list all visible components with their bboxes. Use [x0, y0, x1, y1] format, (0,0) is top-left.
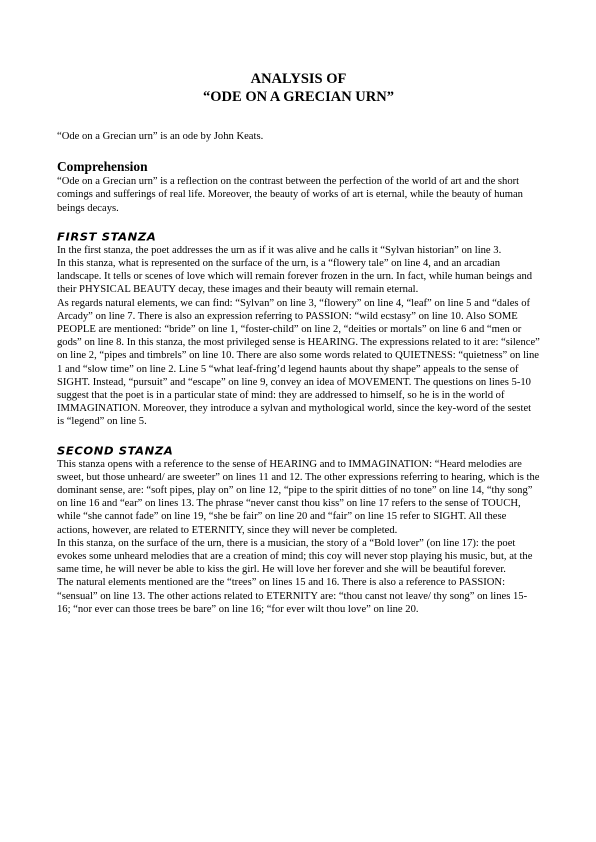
first-stanza-section: [57, 230, 540, 429]
comprehension-heading: Comprehension: [57, 159, 148, 175]
second-stanza-paragraph-3: The natural elements mentioned are the “trees” on lines 15 and 16. There is also a reference to PASSION: “sensual” on line 13. The other actions related to ETERNITY are: “thou canst not leave/ thy song” on lines 15-16; “nor ever can those trees be bare” on line 16; “for ever wilt thou love” on line 20.: [57, 577, 528, 615]
second-stanza-heading: SECOND STANZA: [57, 443, 174, 457]
title-line-1: ANALYSIS OF: [250, 71, 347, 87]
comprehension-section: [57, 159, 540, 215]
first-stanza-paragraph-2: In this stanza, what is represented on the surface of the urn, is a “flowery tale” on line 4, and an arcadian landscape. It tells or scenes of love which will remain forever frozen in the urn. In fact, while human beings and their PHYSICAL BEAUTY decay, these images and their beauty will remain eternal.: [57, 258, 533, 296]
second-stanza-section: [57, 444, 540, 616]
second-stanza-paragraph-1: This stanza opens with a reference to the sense of HEARING and to IMMAGINATION: “Heard melodies are sweet, but those unheard/ are sweeter” on lines 11 and 12. The other expressions referring to hearing, which is the dominant sense, are: “soft pipes, play on” on line 12, “pipe to the spirit ditties of no tone” on line 14, “thy song” on line 16 and “ear” on lines 13. The phrase “never canst thou kiss” on line 17 refers to the sense of TOUCH, while “she cannot fade” on line 19, “she be fair” on line 20 and “fair” on line 15 refer to SIGHT. All these actions, however, are related to ETERNITY, since they will never be completed.: [57, 458, 540, 536]
intro-paragraph: “Ode on a Grecian urn” is an ode by John Keats.: [57, 131, 264, 142]
document-title: [57, 70, 540, 106]
first-stanza-paragraph-1: In the first stanza, the poet addresses the urn as if it was alive and he calls it “Sylvan historian” on line 3.: [57, 244, 502, 256]
comprehension-paragraph: “Ode on a Grecian urn” is a reflection on the contrast between the perfection of the world of art and the short comings and sufferings of real life. Moreover, the beauty of works of art is eternal, while the beauty of human beings decays.: [57, 176, 523, 214]
first-stanza-heading: FIRST STANZA: [57, 229, 157, 244]
title-line-2: “ODE ON A GRECIAN URN”: [203, 89, 394, 105]
first-stanza-paragraph-3: As regards natural elements, we can find: “Sylvan” on line 3, “flowery” on line 4, “leaf” on line 5 and “dales of Arcady” on line 7. There is also an expression referring to PASSION: “wild ecstasy” on line 10. Also SOME PEOPLE are mentioned: “bride” on line 1, “foster-child” on line 2, “deities or mortals” on line 6 and “men or gods” on line 8. In this stanza, the most privileged sense is HEARING. The expressions related to it are: “silence” on line 2, “pipes and timbrels” on line 10. There are also some words related to QUIETNESS: “quietness” on line 1 and “slow time” on line 2. Line 5 “what leaf-fring’d legend haunts about thy shape” appeals to the sense of SIGHT. Instead, “pursuit” and “escape” on line 9, convey an idea of MOVEMENT. The questions on lines 5-10 suggest that the poet is in a particular state of mind: they are addressed to himself, so he is in the world of IMMAGINATION. Moreover, they introduce a sylvan and mythological world, since the key-word of the sestet is “legend” on line 5.: [57, 297, 540, 428]
second-stanza-paragraph-2: In this stanza, on the surface of the urn, there is a musician, the story of a “Bold lover” (on line 17): the poet evokes some unheard melodies that are a creation of mind; this coy will never stop playing his music, but, at the same time, he will never be able to kiss the girl. He will love her forever and she will be beautiful forever.: [57, 537, 533, 576]
